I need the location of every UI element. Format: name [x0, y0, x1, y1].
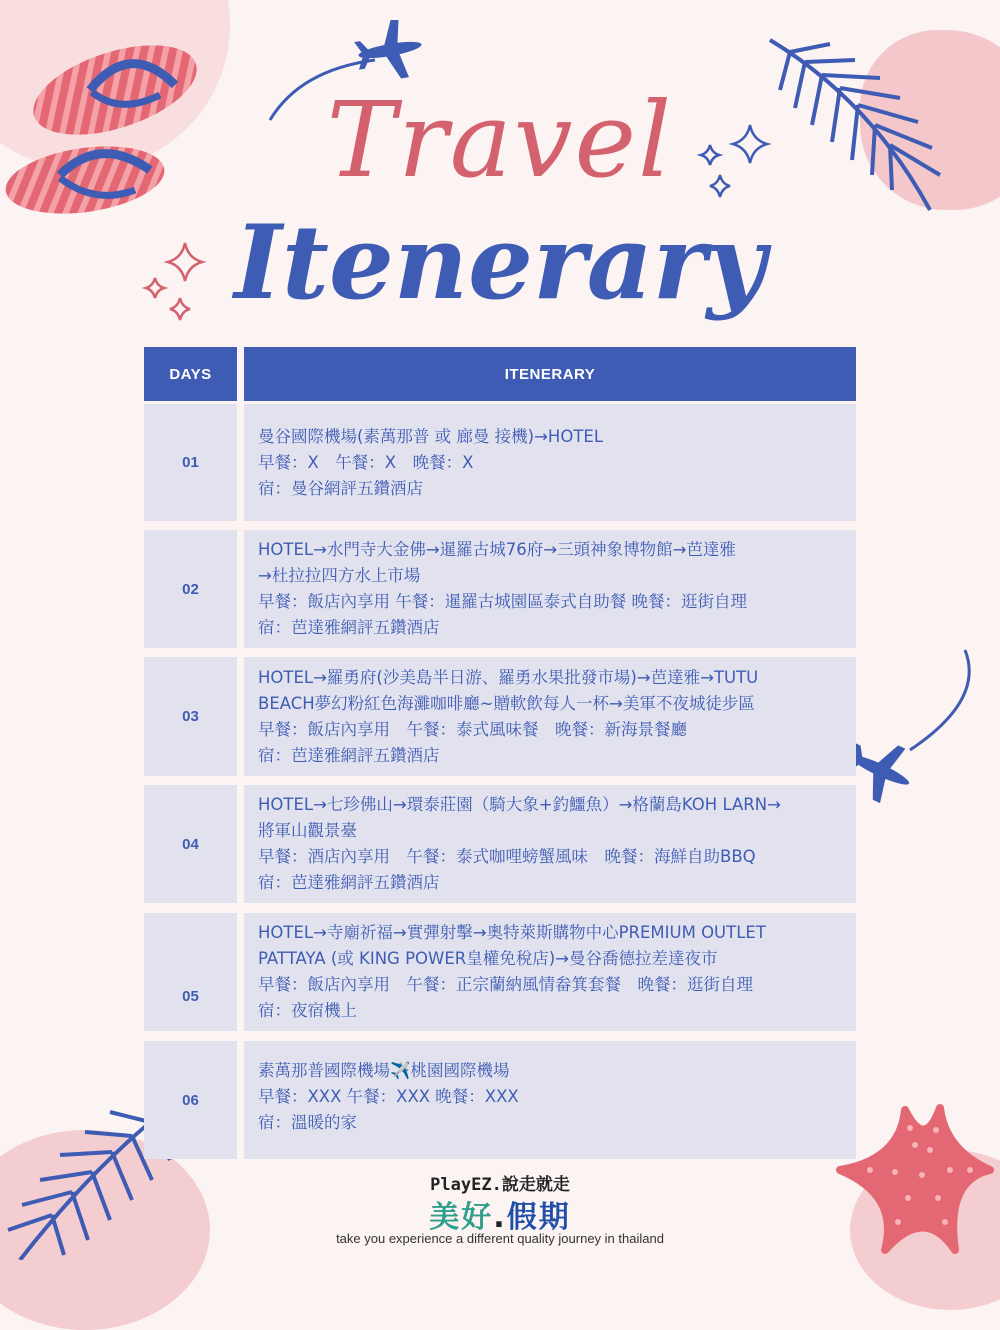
- header-itenerary: ITENERARY: [244, 347, 856, 401]
- itinerary-line: 宿：芭達雅網評五鑽酒店: [258, 745, 440, 765]
- itinerary-line: HOTEL→寺廟祈福→實彈射擊→奧特萊斯購物中心PREMIUM OUTLET: [258, 923, 766, 942]
- table-row: [144, 913, 856, 1031]
- table-row: [144, 1041, 856, 1159]
- day-number: 04: [144, 785, 237, 903]
- itinerary-line: BEACH夢幻粉紅色海灘咖啡廳~贈軟飲每人一杯→美軍不夜城徒步區: [258, 693, 755, 713]
- day-number: 05: [144, 913, 237, 1031]
- itinerary-line: 早餐：飯店內享用 午餐：正宗蘭納風情畚箕套餐 晚餐：逛街自理: [258, 975, 753, 994]
- itinerary-line: →杜拉拉四方水上市場: [258, 566, 421, 585]
- day-number: 01: [144, 404, 237, 521]
- brand-name-part1: 美好: [429, 1200, 494, 1235]
- itinerary-line: 曼谷國際機場(素萬那普 或 廊曼 接機)→HOTEL: [258, 426, 604, 446]
- itinerary-line: HOTEL→水門寺大金佛→暹羅古城76府→三頭神象博物館→芭達雅: [258, 540, 736, 559]
- itinerary-line: 宿：芭達雅網評五鑽酒店: [258, 873, 440, 892]
- itinerary-line: 宿：芭達雅網評五鑽酒店: [258, 618, 440, 637]
- brand-dot: .: [493, 1200, 507, 1235]
- day-number: 02: [144, 530, 237, 648]
- itinerary-line: 早餐：X 午餐：X 晚餐：X: [258, 452, 474, 472]
- itinerary-line: 將軍山觀景臺: [258, 821, 357, 840]
- itinerary-line: 早餐：XXX 午餐：XXX 晚餐：XXX: [258, 1087, 519, 1106]
- airplane-icon-right: [835, 640, 985, 810]
- day-number: 06: [144, 1041, 237, 1159]
- brand-tagline: take you experience a different quality journey in thailand: [336, 1231, 664, 1246]
- itinerary-line: 素萬那普國際機場✈️桃園國際機場: [258, 1061, 510, 1080]
- brand-top-line: PlayEZ.說走就走: [430, 1175, 570, 1195]
- itinerary-line: PATTAYA (或 KING POWER皇權免稅店)→曼谷喬德拉差達夜市: [258, 949, 718, 968]
- brand-logo-text: [0, 1192, 1000, 1236]
- itinerary-line: 早餐：飯店內享用 午餐：暹羅古城園區泰式自助餐 晚餐：逛街自理: [258, 592, 747, 611]
- table-row: [144, 657, 856, 776]
- itinerary-line: 宿：溫暖的家: [258, 1113, 357, 1132]
- itinerary-cell: [244, 404, 856, 521]
- brand-name-part2: 假期: [506, 1200, 571, 1235]
- itinerary-line: HOTEL→羅勇府(沙美島半日游、羅勇水果批發市場)→芭達雅→TUTU: [258, 667, 759, 687]
- day-number: 03: [144, 657, 237, 776]
- itinerary-cell: [244, 657, 856, 776]
- itinerary-cell: [244, 1041, 856, 1159]
- itinerary-line: 宿：曼谷網評五鑽酒店: [258, 478, 423, 498]
- itinerary-line: 宿：夜宿機上: [258, 1001, 357, 1020]
- title-travel: Travel: [326, 79, 674, 201]
- itinerary-cell: [244, 913, 856, 1031]
- itinerary-cell: [244, 785, 856, 903]
- title-itenerary: Itenerary: [234, 203, 766, 323]
- itinerary-line: 早餐：飯店內享用 午餐：泰式風味餐 晚餐：新海景餐廳: [258, 719, 687, 739]
- itinerary-cell: [244, 530, 856, 648]
- itinerary-line: 早餐：酒店內享用 午餐：泰式咖哩螃蟹風味 晚餐：海鮮自助BBQ: [258, 847, 756, 866]
- itinerary-line: HOTEL→七珍佛山→環泰莊園（騎大象+釣鱷魚）→格蘭島KOH LARN→: [258, 795, 781, 814]
- table-row: [144, 530, 856, 648]
- header-days: DAYS: [144, 347, 237, 401]
- table-row: [144, 785, 856, 903]
- table-row: [144, 404, 856, 521]
